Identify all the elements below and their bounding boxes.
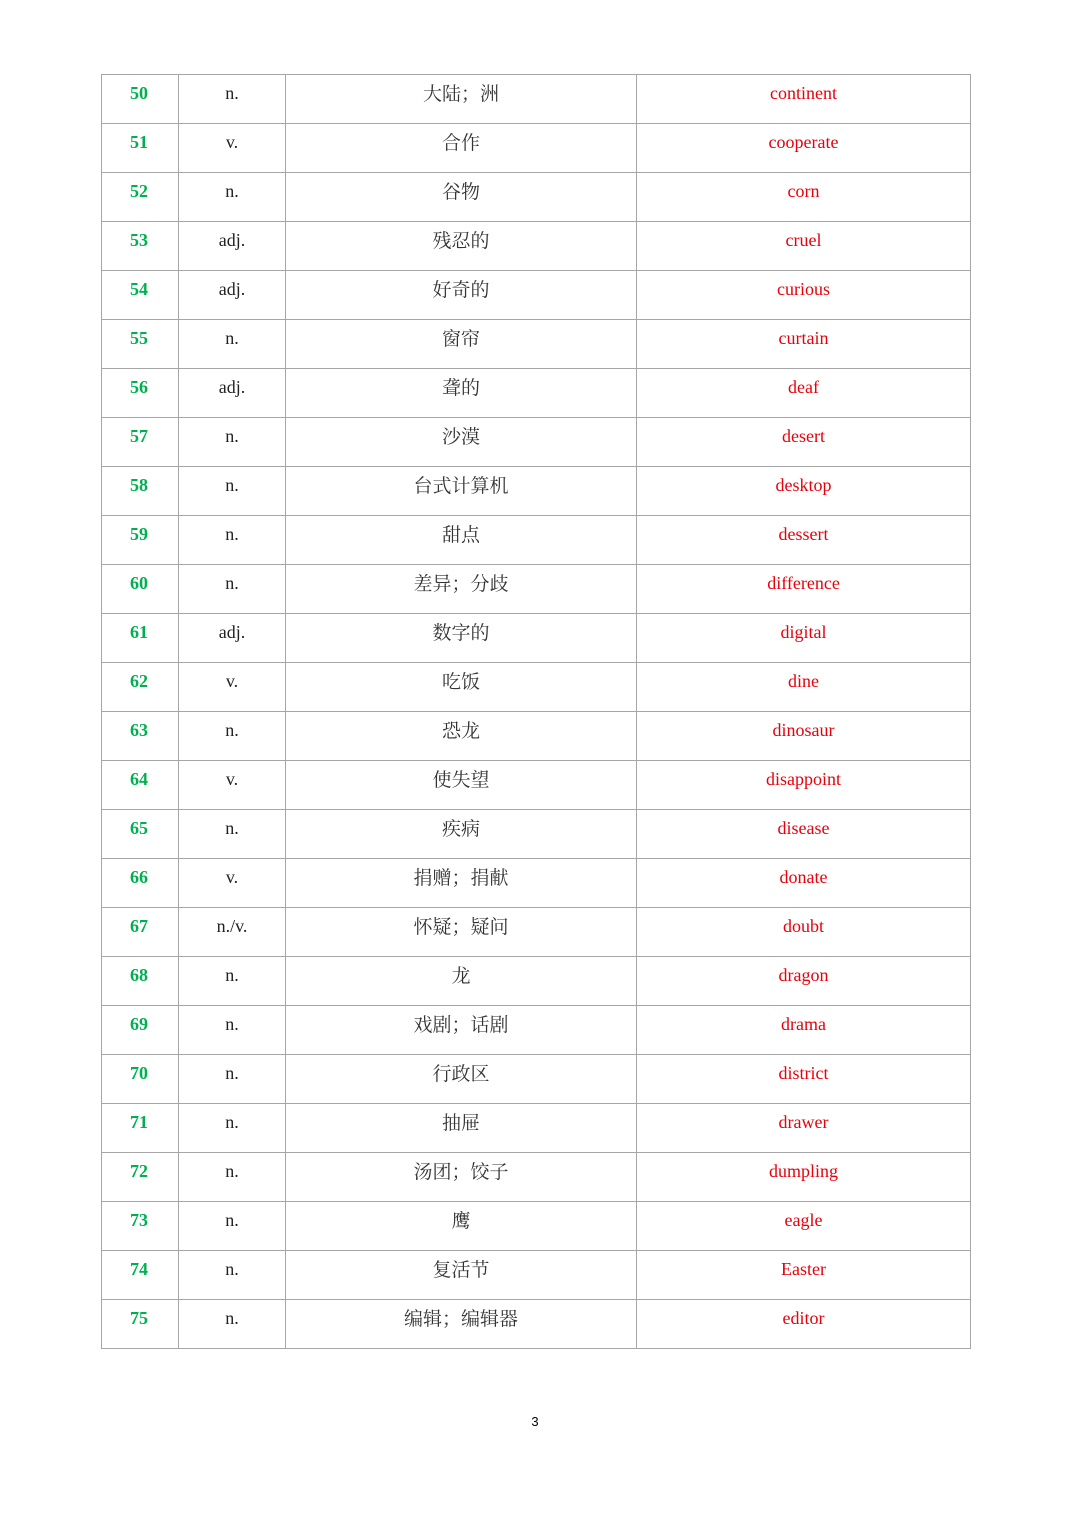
chinese-meaning-cell xyxy=(286,320,637,369)
chinese-meaning: 恐龙 xyxy=(441,720,480,742)
entry-number: 70 xyxy=(130,1063,148,1083)
entry-number: 52 xyxy=(130,181,148,201)
part-of-speech: n. xyxy=(225,573,239,593)
chinese-meaning-cell xyxy=(286,908,637,957)
chinese-meaning-cell xyxy=(286,565,637,614)
table-row xyxy=(102,369,971,418)
entry-number: 54 xyxy=(130,279,148,299)
chinese-meaning: 残忍的 xyxy=(432,230,490,252)
entry-number-cell xyxy=(102,1055,179,1104)
part-of-speech-cell xyxy=(179,1300,286,1349)
chinese-meaning: 疾病 xyxy=(441,818,480,840)
chinese-meaning-cell xyxy=(286,859,637,908)
entry-number: 73 xyxy=(130,1210,148,1230)
entry-number: 67 xyxy=(130,916,148,936)
entry-number: 55 xyxy=(130,328,148,348)
part-of-speech: v. xyxy=(225,132,239,152)
chinese-meaning-cell xyxy=(286,1153,637,1202)
entry-number-cell xyxy=(102,516,179,565)
entry-number-cell xyxy=(102,957,179,1006)
chinese-meaning-cell xyxy=(286,271,637,320)
part-of-speech: n. xyxy=(225,475,239,495)
entry-number-cell xyxy=(102,810,179,859)
part-of-speech-cell xyxy=(179,565,286,614)
part-of-speech-cell xyxy=(179,859,286,908)
english-word-cell xyxy=(637,712,971,761)
english-word: cruel xyxy=(785,230,822,250)
chinese-meaning: 鹰 xyxy=(451,1210,471,1232)
english-word-cell xyxy=(637,957,971,1006)
chinese-meaning: 沙漠 xyxy=(441,426,480,448)
english-word: donate xyxy=(779,867,828,887)
part-of-speech: n. xyxy=(225,426,239,446)
english-word: editor xyxy=(782,1308,825,1328)
chinese-meaning: 汤团；饺子 xyxy=(413,1161,509,1183)
english-word-cell xyxy=(637,418,971,467)
chinese-meaning-cell xyxy=(286,1104,637,1153)
entry-number: 51 xyxy=(130,132,148,152)
table-row xyxy=(102,418,971,467)
part-of-speech: n. xyxy=(225,524,239,544)
chinese-meaning: 合作 xyxy=(441,132,480,154)
part-of-speech-cell xyxy=(179,516,286,565)
entry-number-cell xyxy=(102,1153,179,1202)
part-of-speech-cell xyxy=(179,663,286,712)
english-word: dine xyxy=(788,671,819,691)
entry-number-cell xyxy=(102,1251,179,1300)
entry-number-cell xyxy=(102,75,179,124)
chinese-meaning: 行政区 xyxy=(432,1063,490,1085)
table-row xyxy=(102,1006,971,1055)
part-of-speech: n. xyxy=(225,1063,239,1083)
english-word-cell xyxy=(637,516,971,565)
table-row xyxy=(102,173,971,222)
chinese-meaning-cell xyxy=(286,663,637,712)
table-row xyxy=(102,1055,971,1104)
part-of-speech-cell xyxy=(179,418,286,467)
part-of-speech: n. xyxy=(225,818,239,838)
part-of-speech: n. xyxy=(225,328,239,348)
entry-number: 60 xyxy=(130,573,148,593)
part-of-speech: n. xyxy=(225,1161,239,1181)
part-of-speech-cell xyxy=(179,467,286,516)
entry-number-cell xyxy=(102,271,179,320)
table-row xyxy=(102,1300,971,1349)
part-of-speech-cell xyxy=(179,810,286,859)
english-word-cell xyxy=(637,1251,971,1300)
english-word-cell xyxy=(637,173,971,222)
entry-number-cell xyxy=(102,663,179,712)
entry-number-cell xyxy=(102,614,179,663)
table-row xyxy=(102,320,971,369)
entry-number-cell xyxy=(102,565,179,614)
chinese-meaning: 抽屉 xyxy=(441,1112,480,1134)
entry-number: 64 xyxy=(130,769,148,789)
entry-number: 63 xyxy=(130,720,148,740)
chinese-meaning: 使失望 xyxy=(432,769,490,791)
entry-number-cell xyxy=(102,467,179,516)
chinese-meaning-cell xyxy=(286,1055,637,1104)
entry-number-cell xyxy=(102,761,179,810)
chinese-meaning-cell xyxy=(286,1251,637,1300)
english-word: doubt xyxy=(782,916,824,936)
entry-number: 66 xyxy=(130,867,148,887)
chinese-meaning-cell xyxy=(286,516,637,565)
english-word-cell xyxy=(637,761,971,810)
english-word-cell xyxy=(637,467,971,516)
chinese-meaning-cell xyxy=(286,222,637,271)
part-of-speech: adj. xyxy=(218,622,246,642)
entry-number-cell xyxy=(102,418,179,467)
english-word-cell xyxy=(637,614,971,663)
part-of-speech: n. xyxy=(225,1308,239,1328)
english-word-cell xyxy=(637,222,971,271)
chinese-meaning: 吃饭 xyxy=(441,671,480,693)
entry-number: 69 xyxy=(130,1014,148,1034)
english-word: eagle xyxy=(784,1210,823,1230)
english-word-cell xyxy=(637,810,971,859)
chinese-meaning-cell xyxy=(286,614,637,663)
part-of-speech: adj. xyxy=(218,377,246,397)
english-word: curtain xyxy=(778,328,829,348)
table-row xyxy=(102,908,971,957)
part-of-speech-cell xyxy=(179,761,286,810)
part-of-speech: n. xyxy=(225,181,239,201)
chinese-meaning-cell xyxy=(286,1202,637,1251)
part-of-speech-cell xyxy=(179,1006,286,1055)
english-word-cell xyxy=(637,663,971,712)
part-of-speech: adj. xyxy=(218,230,246,250)
english-word-cell xyxy=(637,75,971,124)
table-row xyxy=(102,516,971,565)
chinese-meaning: 大陆；洲 xyxy=(422,83,499,105)
entry-number: 61 xyxy=(130,622,148,642)
part-of-speech: n. xyxy=(225,1112,239,1132)
chinese-meaning-cell xyxy=(286,1300,637,1349)
vocabulary-table-body xyxy=(102,75,971,1349)
chinese-meaning-cell xyxy=(286,369,637,418)
part-of-speech: n. xyxy=(225,965,239,985)
chinese-meaning-cell xyxy=(286,173,637,222)
table-row xyxy=(102,859,971,908)
entry-number: 50 xyxy=(130,83,148,103)
entry-number: 57 xyxy=(130,426,148,446)
chinese-meaning-cell xyxy=(286,957,637,1006)
english-word-cell xyxy=(637,908,971,957)
part-of-speech: n. xyxy=(225,83,239,103)
entry-number-cell xyxy=(102,124,179,173)
table-row xyxy=(102,957,971,1006)
english-word-cell xyxy=(637,1153,971,1202)
english-word-cell xyxy=(637,1202,971,1251)
english-word: drawer xyxy=(778,1112,829,1132)
english-word: desktop xyxy=(775,475,832,495)
entry-number-cell xyxy=(102,1300,179,1349)
part-of-speech-cell xyxy=(179,957,286,1006)
chinese-meaning-cell xyxy=(286,418,637,467)
chinese-meaning: 窗帘 xyxy=(441,328,480,350)
table-row xyxy=(102,1202,971,1251)
part-of-speech-cell xyxy=(179,369,286,418)
english-word: Easter xyxy=(781,1259,826,1279)
part-of-speech: adj. xyxy=(218,279,246,299)
part-of-speech-cell xyxy=(179,1251,286,1300)
chinese-meaning: 台式计算机 xyxy=(413,475,509,497)
entry-number: 58 xyxy=(130,475,148,495)
english-word: drama xyxy=(781,1014,826,1034)
chinese-meaning: 戏剧；话剧 xyxy=(413,1014,509,1036)
english-word-cell xyxy=(637,1006,971,1055)
part-of-speech: v. xyxy=(225,769,239,789)
table-row xyxy=(102,810,971,859)
table-row xyxy=(102,1104,971,1153)
entry-number-cell xyxy=(102,712,179,761)
english-word: corn xyxy=(787,181,820,201)
chinese-meaning: 编辑；编辑器 xyxy=(403,1308,518,1330)
english-word: difference xyxy=(767,573,840,593)
part-of-speech: n. xyxy=(225,1210,239,1230)
table-row xyxy=(102,663,971,712)
part-of-speech: n. xyxy=(225,1014,239,1034)
chinese-meaning-cell xyxy=(286,761,637,810)
english-word: digital xyxy=(780,622,827,642)
part-of-speech-cell xyxy=(179,173,286,222)
entry-number: 75 xyxy=(130,1308,148,1328)
part-of-speech-cell xyxy=(179,222,286,271)
table-row xyxy=(102,1251,971,1300)
chinese-meaning: 怀疑；疑问 xyxy=(413,916,509,938)
table-row xyxy=(102,467,971,516)
entry-number-cell xyxy=(102,369,179,418)
chinese-meaning: 数字的 xyxy=(432,622,490,644)
table-row xyxy=(102,712,971,761)
part-of-speech: v. xyxy=(225,867,239,887)
part-of-speech-cell xyxy=(179,1104,286,1153)
entry-number: 72 xyxy=(130,1161,148,1181)
table-row xyxy=(102,271,971,320)
table-row xyxy=(102,75,971,124)
english-word-cell xyxy=(637,1055,971,1104)
part-of-speech-cell xyxy=(179,1202,286,1251)
chinese-meaning: 龙 xyxy=(451,965,471,987)
entry-number-cell xyxy=(102,908,179,957)
chinese-meaning: 聋的 xyxy=(441,377,480,399)
english-word-cell xyxy=(637,565,971,614)
table-row xyxy=(102,565,971,614)
english-word-cell xyxy=(637,859,971,908)
english-word: deaf xyxy=(788,377,819,397)
chinese-meaning: 复活节 xyxy=(432,1259,490,1281)
chinese-meaning-cell xyxy=(286,810,637,859)
chinese-meaning-cell xyxy=(286,467,637,516)
part-of-speech-cell xyxy=(179,124,286,173)
entry-number-cell xyxy=(102,859,179,908)
table-row xyxy=(102,614,971,663)
part-of-speech-cell xyxy=(179,1055,286,1104)
table-row xyxy=(102,761,971,810)
english-word: district xyxy=(778,1063,829,1083)
entry-number: 53 xyxy=(130,230,148,250)
english-word: dumpling xyxy=(768,1161,838,1181)
entry-number-cell xyxy=(102,173,179,222)
entry-number: 59 xyxy=(130,524,148,544)
entry-number: 62 xyxy=(130,671,148,691)
english-word-cell xyxy=(637,124,971,173)
part-of-speech: n. xyxy=(225,1259,239,1279)
chinese-meaning-cell xyxy=(286,712,637,761)
english-word-cell xyxy=(637,320,971,369)
english-word: disease xyxy=(777,818,830,838)
part-of-speech-cell xyxy=(179,271,286,320)
english-word-cell xyxy=(637,271,971,320)
page-number: 3 xyxy=(531,1414,539,1429)
english-word-cell xyxy=(637,369,971,418)
entry-number-cell xyxy=(102,1202,179,1251)
part-of-speech-cell xyxy=(179,75,286,124)
part-of-speech-cell xyxy=(179,614,286,663)
part-of-speech-cell xyxy=(179,1153,286,1202)
entry-number: 74 xyxy=(130,1259,148,1279)
english-word: dessert xyxy=(778,524,829,544)
table-row xyxy=(102,124,971,173)
vocabulary-table xyxy=(101,74,971,1349)
chinese-meaning-cell xyxy=(286,1006,637,1055)
chinese-meaning: 差异；分歧 xyxy=(413,573,509,595)
chinese-meaning: 谷物 xyxy=(441,181,480,203)
english-word: dinosaur xyxy=(772,720,835,740)
chinese-meaning: 捐赠；捐献 xyxy=(413,867,509,889)
entry-number-cell xyxy=(102,320,179,369)
english-word: cooperate xyxy=(768,132,839,152)
entry-number: 56 xyxy=(130,377,148,397)
part-of-speech: n./v. xyxy=(216,916,248,936)
table-row xyxy=(102,222,971,271)
chinese-meaning-cell xyxy=(286,75,637,124)
entry-number: 71 xyxy=(130,1112,148,1132)
english-word: disappoint xyxy=(766,769,841,789)
entry-number: 65 xyxy=(130,818,148,838)
english-word: dragon xyxy=(778,965,829,985)
chinese-meaning: 好奇的 xyxy=(432,279,490,301)
part-of-speech: n. xyxy=(225,720,239,740)
entry-number: 68 xyxy=(130,965,148,985)
english-word-cell xyxy=(637,1300,971,1349)
chinese-meaning-cell xyxy=(286,124,637,173)
table-row xyxy=(102,1153,971,1202)
chinese-meaning: 甜点 xyxy=(441,524,480,546)
english-word: continent xyxy=(770,83,837,103)
english-word: desert xyxy=(782,426,825,446)
part-of-speech-cell xyxy=(179,712,286,761)
entry-number-cell xyxy=(102,1006,179,1055)
entry-number-cell xyxy=(102,222,179,271)
part-of-speech-cell xyxy=(179,320,286,369)
english-word: curious xyxy=(777,279,830,299)
part-of-speech-cell xyxy=(179,908,286,957)
part-of-speech: v. xyxy=(225,671,239,691)
entry-number-cell xyxy=(102,1104,179,1153)
english-word-cell xyxy=(637,1104,971,1153)
